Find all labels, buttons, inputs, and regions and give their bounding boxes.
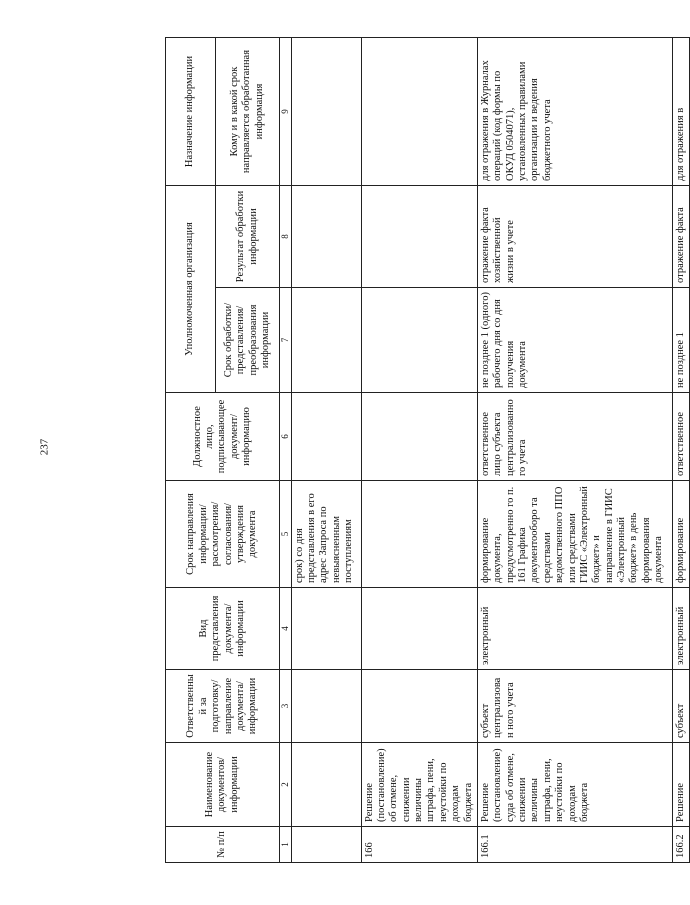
cell-num [291, 827, 361, 863]
cell-purpose [361, 38, 477, 186]
header-name: Наименование документов/ информации [166, 743, 280, 827]
cell-name [291, 743, 361, 827]
cell-name: Решение [672, 743, 689, 827]
cell-kind [291, 588, 361, 670]
col-number: 4 [280, 588, 292, 670]
col-number: 5 [280, 481, 292, 588]
cell-name: Решение (постановление) об отмене, снижении величины штрафа, пени, неустойки по доходам бюджета [361, 743, 477, 827]
table-row [361, 38, 477, 863]
cell-purpose [291, 38, 361, 186]
cell-num: 166 [361, 827, 477, 863]
cell-num: 166.2 [672, 827, 689, 863]
cell-purpose: для отражения в Журналах операций (код формы по ОКУД 0504071), установленных правилами организации и ведения бюджетного учета [477, 38, 672, 186]
header-responsible: Ответственный за подготовку/ направление документа/ информации [166, 670, 280, 743]
cell-official [361, 393, 477, 481]
cell-kind [361, 588, 477, 670]
cell-responsible: субъект [672, 670, 689, 743]
cell-term: формирование [672, 481, 689, 588]
col-number: 2 [280, 743, 292, 827]
document-table [165, 37, 690, 863]
cell-term: срок) со дня представления в его адрес Запроса по невыясненным поступлениям [291, 481, 361, 588]
header-num: № п/п [166, 827, 280, 863]
cell-result [291, 186, 361, 288]
header-processing-term: Срок обработки/ представления/ преобразования информации [216, 288, 280, 393]
cell-processing [291, 288, 361, 393]
col-number: 3 [280, 670, 292, 743]
header-kind: Вид представления документа/ информации [166, 588, 280, 670]
table-row [672, 38, 689, 863]
cell-result: отражение факта хозяйственной жизни в учете [477, 186, 672, 288]
cell-term: формирование документа, предусмотренно го п. 161 Графика документооборо та средствами ведомственного ППО или средствами ГИИС «Электронный бюджет» и направление в ГИИС «Электронный бюджет» в день формирования документа [477, 481, 672, 588]
col-number: 6 [280, 393, 292, 481]
col-number: 8 [280, 186, 292, 288]
cell-official [291, 393, 361, 481]
rotated-table-container [165, 38, 686, 863]
cell-kind: электронный [672, 588, 689, 670]
header-organization-group: Уполномоченная организация [166, 186, 216, 393]
header-term: Срок направления информации/ рассмотрения/ согласования/ утверждения документа [166, 481, 280, 588]
header-official: Должностное лицо, подписывающее документ/ информацию [166, 393, 280, 481]
cell-purpose: для отражения в [672, 38, 689, 186]
cell-official: ответственное лицо субъекта централизованно го учета [477, 393, 672, 481]
col-number: 9 [280, 38, 292, 186]
page-number: 237 [38, 438, 51, 456]
cell-processing: не позднее 1 [672, 288, 689, 393]
col-number: 1 [280, 827, 292, 863]
table-row [477, 38, 672, 863]
header-purpose: Назначение информации [166, 38, 216, 186]
cell-official: ответственное [672, 393, 689, 481]
cell-processing [361, 288, 477, 393]
cell-responsible [361, 670, 477, 743]
cell-num: 166.1 [477, 827, 672, 863]
cell-name: Решение (постановление) суда об отмене, снижении величины штрафа, пени, неустойки по доходам бюджета [477, 743, 672, 827]
header-result: Результат обработки информации [216, 186, 280, 288]
header-recipient: Кому и в какой срок направляется обработанная информация [216, 38, 280, 186]
cell-responsible: субъект централизован ного учета [477, 670, 672, 743]
cell-term [361, 481, 477, 588]
cell-result [361, 186, 477, 288]
col-number: 7 [280, 288, 292, 393]
cell-kind: электронный [477, 588, 672, 670]
cell-processing: не позднее 1 (одного) рабочего дня со дня получения документа [477, 288, 672, 393]
cell-result: отражение факта [672, 186, 689, 288]
table-row [291, 38, 361, 863]
cell-responsible [291, 670, 361, 743]
